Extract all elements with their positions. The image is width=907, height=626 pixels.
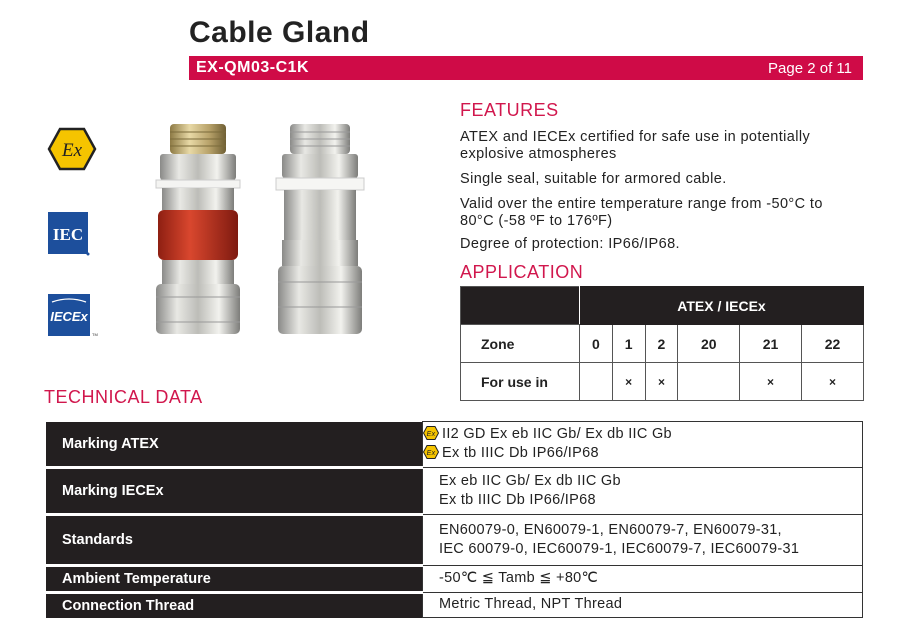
tech-key: Standards xyxy=(46,514,423,565)
use-cell: × xyxy=(645,363,678,401)
technical-table xyxy=(46,421,863,618)
tech-value-text: II2 GD Ex eb IIC Gb/ Ex db IIC Gb xyxy=(442,426,672,443)
use-cell xyxy=(678,363,740,401)
tech-value-line: IEC 60079-0, IEC60079-1, IEC60079-7, IEC60079-31 xyxy=(439,540,800,557)
tech-key: Marking ATEX xyxy=(46,422,423,468)
zone-label: Zone xyxy=(461,325,580,363)
use-cell: × xyxy=(612,363,645,401)
tech-value-line: Ex tb IIIC Db IP66/IP68 xyxy=(439,491,596,508)
table-corner xyxy=(461,287,580,325)
svg-text:Ex: Ex xyxy=(61,140,83,161)
tech-key: Ambient Temperature xyxy=(46,565,423,592)
iecex-logo-icon xyxy=(48,294,96,338)
tech-value-line xyxy=(423,425,862,444)
feature-item: ATEX and IECEx certified for safe use in potentially explosive atmospheres xyxy=(460,129,811,162)
feature-item: Degree of protection: IP66/IP68. xyxy=(460,236,680,252)
application-table xyxy=(460,286,864,401)
cable-gland-photo-right xyxy=(272,122,368,340)
feature-item: Single seal, suitable for armored cable. xyxy=(460,171,727,187)
tech-value xyxy=(423,467,863,514)
svg-text:IECEx: IECEx xyxy=(50,309,88,324)
tech-value-line xyxy=(423,444,862,463)
use-cell xyxy=(580,363,613,401)
tech-value-line: EN60079-0, EN60079-1, EN60079-7, EN60079-31, xyxy=(439,521,782,538)
tech-value-line: Ex eb IIC Gb/ Ex db IIC Gb xyxy=(439,472,621,489)
page-title: Cable Gland xyxy=(189,16,370,49)
svg-text:Ex: Ex xyxy=(426,450,436,458)
zone-cell: 2 xyxy=(645,325,678,363)
zone-cell: 1 xyxy=(612,325,645,363)
tech-value xyxy=(423,514,863,565)
tech-value: Metric Thread, NPT Thread xyxy=(423,592,863,618)
tech-value-text: Ex tb IIIC Db IP66/IP68 xyxy=(442,445,599,462)
tech-value: -50℃ ≦ Tamb ≦ +80℃ xyxy=(423,565,863,592)
svg-text:IEC: IEC xyxy=(52,225,84,244)
ex-hexagon-icon xyxy=(423,445,439,459)
ex-hexagon-icon xyxy=(423,426,439,440)
tech-key: Connection Thread xyxy=(46,592,423,618)
features-heading: FEATURES xyxy=(460,100,559,120)
svg-text:TM: TM xyxy=(92,332,98,337)
page-number: Page 2 of 11 xyxy=(768,60,852,77)
tech-key: Marking IECEx xyxy=(46,467,423,514)
zone-cell: 21 xyxy=(740,325,802,363)
tech-value xyxy=(423,422,863,468)
title-band xyxy=(189,56,863,80)
ex-hexagon-icon xyxy=(48,127,96,171)
use-cell: × xyxy=(740,363,802,401)
cable-gland-photo-left xyxy=(150,122,246,340)
feature-item: Valid over the entire temperature range from -50°C to 80°C (-58 ºF to 176ºF) xyxy=(460,196,823,229)
use-cell: × xyxy=(801,363,863,401)
zone-cell: 0 xyxy=(580,325,613,363)
iec-logo-icon xyxy=(48,212,90,256)
zone-cell: 20 xyxy=(678,325,740,363)
use-label: For use in xyxy=(461,363,580,401)
technical-heading: TECHNICAL DATA xyxy=(44,387,203,407)
product-code: EX-QM03-C1K xyxy=(196,59,310,76)
svg-text:Ex: Ex xyxy=(426,431,436,439)
zone-cell: 22 xyxy=(801,325,863,363)
application-heading: APPLICATION xyxy=(460,262,584,282)
atex-iecex-header: ATEX / IECEx xyxy=(580,287,864,325)
